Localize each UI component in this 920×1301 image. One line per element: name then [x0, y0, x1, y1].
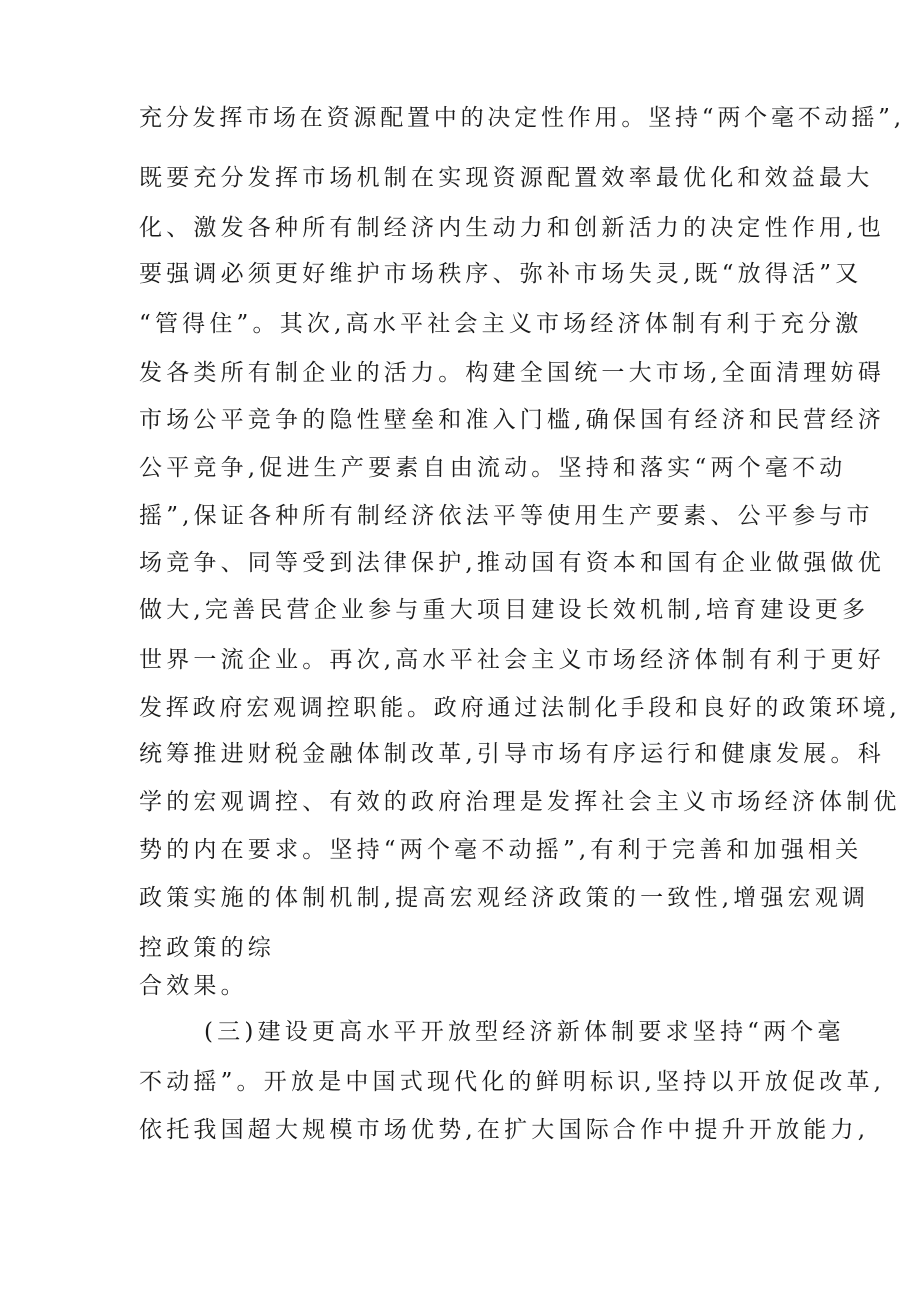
- body-text-line: 政策实施的体制机制,提高宏观经济政策的一致性,增强宏观调: [139, 885, 870, 911]
- body-text-line: 发挥政府宏观调控职能。政府通过法制化手段和良好的政策环境,: [139, 695, 901, 721]
- body-text-line: 依托我国超大规模市场优势,在扩大国际合作中提升开放能力,: [139, 1117, 870, 1143]
- body-text-line: 不动摇”。开放是中国式现代化的鲜明标识,坚持以开放促改革,: [139, 1069, 886, 1095]
- body-text-line: 控政策的综: [139, 935, 275, 961]
- body-text-line: 充分发挥市场在资源配置中的决定性作用。坚持“两个毫不动摇”,: [139, 105, 905, 131]
- body-text-line: 场竞争、同等受到法律保护,推动国有资本和国有企业做强做优: [139, 550, 885, 576]
- body-text-line: “管得住”。其次,高水平社会主义市场经济体制有利于充分激: [139, 311, 863, 337]
- body-text-line: 发各类所有制企业的活力。构建全国统一大市场,全面清理妨碍: [139, 360, 885, 386]
- body-text-line: 市场公平竞争的隐性壁垒和准入门槛,确保国有经济和民营经济: [139, 407, 885, 433]
- body-text-line: 世界一流企业。再次,高水平社会主义市场经济体制有利于更好: [139, 647, 885, 673]
- body-text-line: 合效果。: [139, 973, 248, 999]
- body-text-line: 摇”,保证各种所有制经济依法平等使用生产要素、公平参与市: [139, 503, 874, 529]
- body-text-line: 统筹推进财税金融体制改革,引导市场有序运行和健康发展。科: [139, 741, 885, 767]
- body-text-line: 做大,完善民营企业参与重大项目建设长效机制,培育建设更多: [139, 597, 870, 623]
- body-text-line: 要强调必须更好维护市场秩序、弥补市场失灵,既“放得活”又: [139, 261, 863, 287]
- body-text-line: 学的宏观调控、有效的政府治理是发挥社会主义市场经济体制优: [139, 789, 901, 815]
- body-text-line: 势的内在要求。坚持“两个毫不动摇”,有利于完善和加强相关: [139, 837, 863, 863]
- section-heading-line: (三)建设更高水平开放型经济新体制要求坚持“两个毫: [204, 1019, 845, 1045]
- body-text-line: 公平竞争,促进生产要素自由流动。坚持和落实“两个毫不动: [139, 455, 847, 481]
- body-text-line: 化、激发各种所有制经济内生动力和创新活力的决定性作用,也: [139, 215, 885, 241]
- body-text-line: 既要充分发挥市场机制在实现资源配置效率最优化和效益最大: [139, 165, 874, 191]
